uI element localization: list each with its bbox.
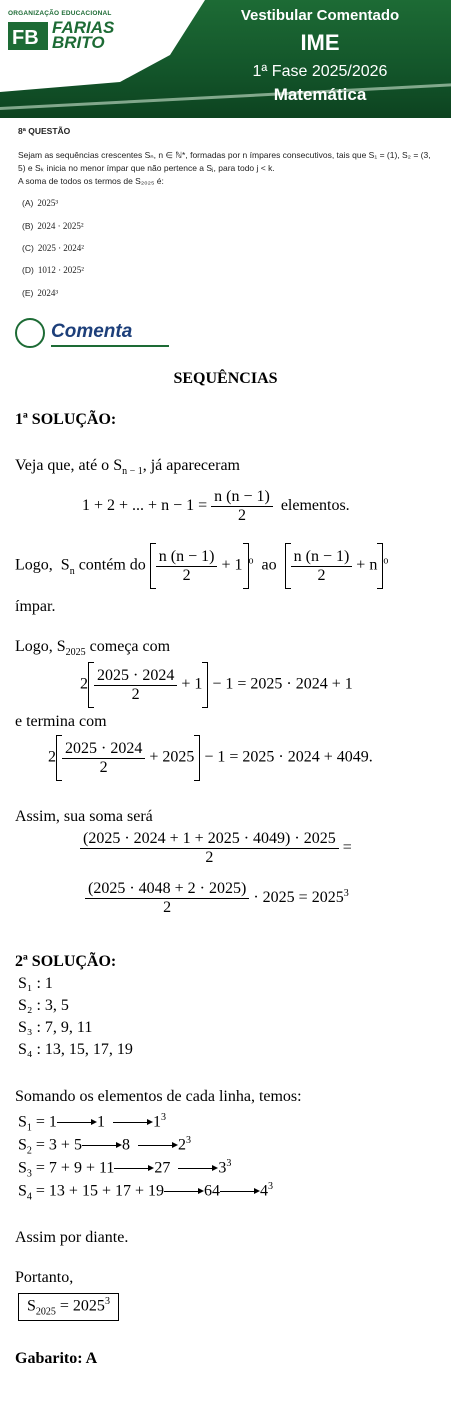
option-value: 2024 · 2025²	[37, 221, 84, 231]
brand-bottom: BRITO	[52, 33, 105, 52]
option-label: (B)	[22, 221, 34, 231]
svg-text:FB: FB	[12, 27, 39, 49]
solution2-title: 2ª SOLUÇÃO:	[15, 953, 117, 970]
topic-title: SEQUÊNCIAS	[173, 370, 278, 387]
answer-key: Gabarito: A	[15, 1350, 98, 1367]
sum-row-2: $S_2 = 3 + 5$ 8 $2^3$	[18, 1135, 191, 1157]
exam-phase: 1ª Fase 2025/2026	[252, 63, 388, 80]
option-e[interactable]	[22, 288, 58, 298]
org-line: ORGANIZAÇÃO EDUCACIONAL	[8, 10, 112, 17]
sequence-row-3: S₃ : 7, 9, 11	[18, 1019, 93, 1036]
fb-logo-icon	[8, 22, 48, 50]
option-label: (C)	[22, 243, 34, 253]
solution1-intro: Veja que, até o $S_{n - 1}$, já apareceram	[15, 457, 240, 478]
sequence-row-2: S₂ : 3, 5	[18, 997, 69, 1014]
ao-text: ao	[261, 556, 277, 574]
question-statement	[18, 149, 438, 188]
question-number: 8ª QUESTÃO	[18, 126, 71, 136]
comenta-logo	[15, 318, 160, 350]
fraction: $\frac{n (n - 1)}{2}$	[211, 488, 273, 525]
option-c[interactable]	[22, 243, 84, 253]
impar-text: ímpar.	[15, 598, 56, 615]
option-label: (E)	[22, 288, 34, 298]
equation-count: 1 + 2 + ... + n − 1 = $\frac{n (n - 1)}{2}$ elementos.	[82, 488, 350, 524]
and-so-on-text: Assim por diante.	[15, 1229, 129, 1246]
exam-name: IME	[300, 30, 340, 55]
sum-row-3: $S_3 = 7 + 9 + 11$ 27 $3^3$	[18, 1158, 232, 1180]
option-value: 1012 · 2025²	[37, 265, 85, 275]
sum-row-4: $S_4 = 13 + 15 + 17 + 19$ 64 $4^3$	[18, 1181, 273, 1203]
question-ask: A soma de todos os termos de S₂₀₂₅ é:	[18, 176, 164, 186]
option-label: (A)	[22, 198, 34, 208]
option-d[interactable]	[22, 265, 84, 275]
ends-with-text: e termina com	[15, 713, 107, 730]
contains-text: contém do	[78, 556, 146, 574]
question-text: Sejam as sequências crescentes Sₙ, n ∈ ℕ*, formadas por n ímpares consecutivos, tais que S₁ = (1), S₂ = (3, 5) e Sₖ inicia no menor ímpar que não pertence a Sⱼ, para todo j < k.	[18, 150, 431, 173]
final-result-box: $S_{2025} = 2025^3$	[18, 1293, 119, 1321]
intro-text2: já apareceram	[150, 457, 240, 474]
logo-text: Logo,	[15, 556, 53, 574]
option-label: (D)	[22, 265, 34, 275]
sequence-row-1: S₁ : 1	[18, 975, 53, 992]
comenta-circle-icon	[15, 318, 45, 348]
option-value: 2024³	[37, 288, 59, 298]
option-b[interactable]	[22, 221, 84, 231]
sum-row-1: $S_1 = 1$ 1 $1^3$	[18, 1112, 166, 1134]
start-equation: 2 $\frac{2025 \cdot 2024}{2}$ + 1 − 1 = 2025 · 2024 + 1	[80, 662, 353, 708]
brand-top: FARIAS	[52, 18, 115, 37]
starts-text: começa com	[89, 638, 171, 655]
header-banner	[0, 0, 451, 118]
sum-intro: Assim, sua soma será	[15, 808, 153, 825]
sequence-row-4: S₄ : 13, 15, 17, 19	[18, 1041, 133, 1058]
comenta-label: Comenta	[51, 321, 133, 342]
brand-name	[52, 20, 114, 50]
end-equation: 2 $\frac{2025 \cdot 2024}{2}$ + 2025 − 1 = 2025 · 2024 + 4049.	[48, 735, 373, 781]
comenta-underline	[51, 345, 169, 347]
option-a[interactable]	[22, 198, 58, 208]
therefore-text: Portanto,	[15, 1269, 74, 1286]
sum-equation-1: $\frac{(2025 \cdot 2024 + 1 + 2025 \cdot 4049) \cdot 2025}{2}$ =	[80, 830, 352, 867]
sum-equation-2: $\frac{(2025 \cdot 4048 + 2 \cdot 2025)}{2}$ · $2025 = 2025^3$	[85, 880, 349, 917]
summing-text: Somando os elementos de cada linha, temos:	[15, 1088, 302, 1105]
intro-text: Veja que, até o	[15, 457, 110, 474]
subject-name: Matemática	[273, 85, 367, 104]
elements-text: elementos.	[280, 497, 350, 515]
option-value: 2025 · 2024²	[37, 243, 85, 253]
start-line: Logo, $S_{2025}$ começa com	[15, 638, 171, 659]
header-title: Vestibular Comentado	[240, 7, 400, 24]
logo-line: Logo, $S_n$ contém do $\frac{n (n - 1)}{2}$ + 1 $^o$ ao $\frac{n (n - 1)}{2}$ + n $^o$	[15, 543, 388, 589]
solution1-title: 1ª SOLUÇÃO:	[15, 411, 117, 428]
option-value: 2025³	[37, 198, 59, 208]
